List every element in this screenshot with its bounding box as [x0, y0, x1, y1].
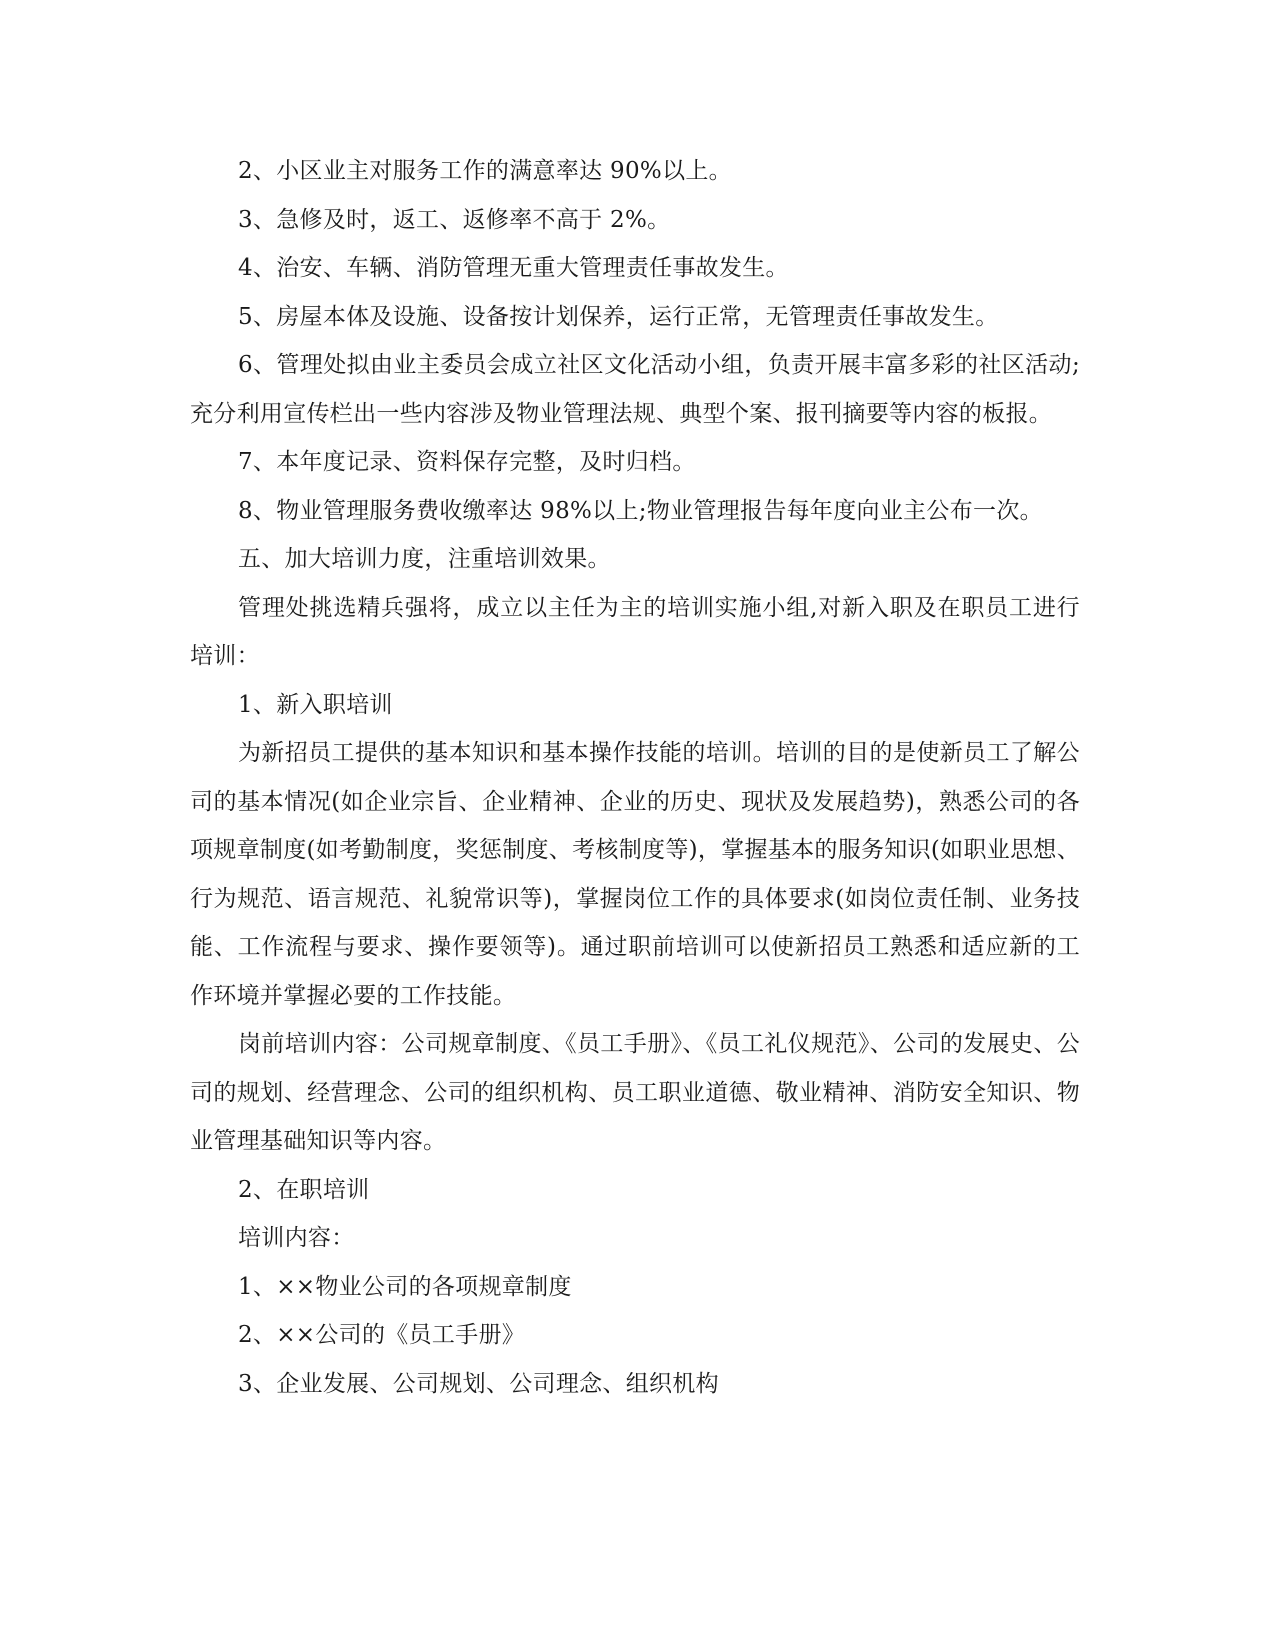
paragraph-new-hire-description: 为新招员工提供的基本知识和基本操作技能的培训。培训的目的是使新员工了解公司的基本情况(如企业宗旨、企业精神、企业的历史、现状及发展趋势)，熟悉公司的各项规章制度(如考勤制度，奖惩制度、考核制度等)，掌握基本的服务知识(如职业思想、行为规范、语言规范、礼貌常识等)，掌握岗位工作的具体要求(如岗位责任制、业务技能、工作流程与要求、操作要领等)。通过职前培训可以使新招员工熟悉和适应新的工作环境并掌握必要的工作技能。	[190, 740, 1080, 1009]
subheading-on-job-training: 2、在职培训	[238, 1176, 370, 1203]
paragraph-facility-maintenance: 5、房屋本体及设施、设备按计划保养，运行正常，无管理责任事故发生。	[238, 303, 999, 330]
list-item-handbook: 2、××公司的《员工手册》	[238, 1322, 526, 1348]
paragraph-satisfaction-rate: 2、小区业主对服务工作的满意率达 90%以上。	[238, 158, 732, 184]
paragraph-community-activities: 6、管理处拟由业主委员会成立社区文化活动小组，负责开展丰富多彩的社区活动;充分利用宣传栏出一些内容涉及物业管理法规、典型个案、报刊摘要等内容的板报。	[190, 352, 1080, 427]
label-training-content: 培训内容：	[238, 1225, 355, 1251]
document-body	[190, 147, 1080, 1408]
paragraph-training-group: 管理处挑选精兵强将，成立以主任为主的培训实施小组,对新入职及在职员工进行培训：	[190, 594, 1080, 669]
list-item-rules: 1、××物业公司的各项规章制度	[238, 1273, 572, 1300]
subheading-new-hire-training: 1、新入职培训	[238, 691, 393, 718]
paragraph-fee-collection: 8、物业管理服务费收缴率达 98%以上;物业管理报告每年度向业主公布一次。	[238, 497, 1043, 524]
paragraph-repair-rate: 3、急修及时，返工、返修率不高于 2%。	[238, 206, 671, 233]
paragraph-pre-job-content: 岗前培训内容：公司规章制度、《员工手册》、《员工礼仪规范》、公司的发展史、公司的规划、经营理念、公司的组织机构、员工职业道德、敬业精神、消防安全知识、物业管理基础知识等内容。	[190, 1031, 1080, 1154]
list-item-company-development: 3、企业发展、公司规划、公司理念、组织机构	[238, 1370, 719, 1397]
paragraph-records: 7、本年度记录、资料保存完整，及时归档。	[238, 449, 696, 475]
section-heading-training: 五、加大培训力度，注重培训效果。	[238, 546, 611, 572]
paragraph-security: 4、治安、车辆、消防管理无重大管理责任事故发生。	[238, 255, 789, 281]
